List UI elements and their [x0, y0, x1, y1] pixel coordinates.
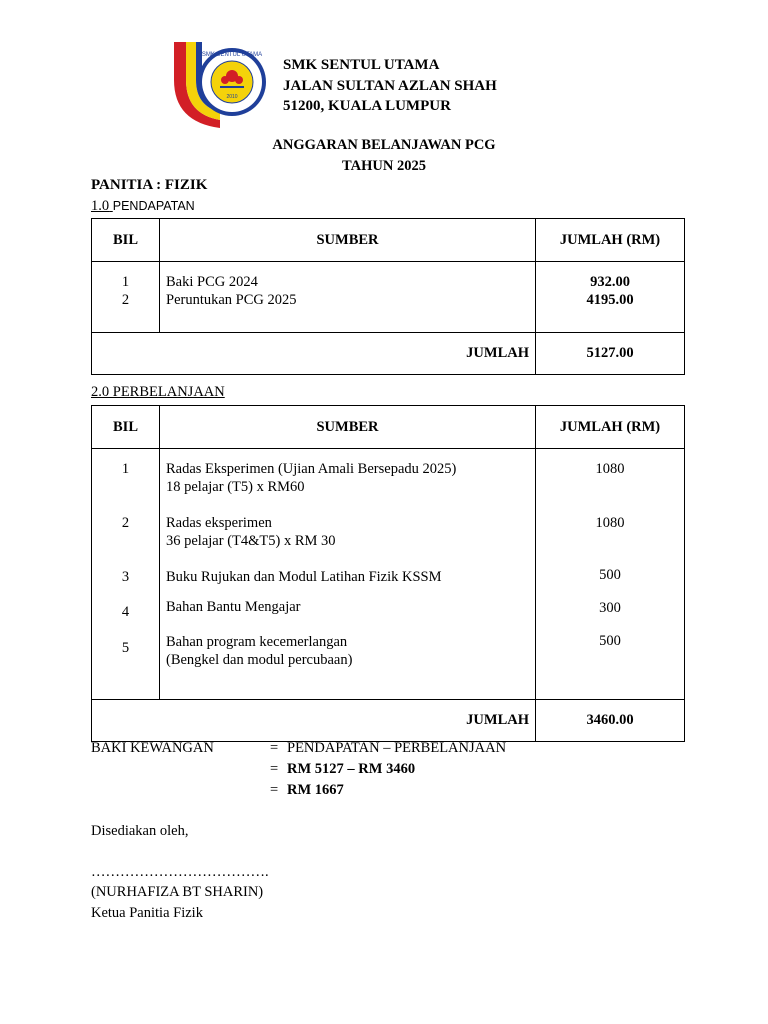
table-header-row — [92, 406, 685, 449]
expense-bil-cell — [92, 449, 160, 700]
section1-heading — [91, 198, 195, 215]
table-header-row — [92, 219, 685, 262]
total-row — [92, 333, 685, 375]
expense-amount-5: 500 — [599, 633, 621, 649]
school-address-line1: JALAN SULTAN AZLAN SHAH — [283, 78, 497, 94]
expense-sumber-cell — [160, 449, 536, 700]
school-crest-icon — [172, 40, 268, 128]
svg-text:SMK SENTUL UTAMA: SMK SENTUL UTAMA — [201, 52, 263, 58]
prepared-by-label: Disediakan oleh, — [91, 823, 189, 839]
bil-3: 3 — [121, 569, 130, 585]
signatory-name: (NURHAFIZA BT SHARIN) — [91, 884, 264, 900]
bil-5: 5 — [121, 640, 130, 656]
expense-item-3-line1: Buku Rujukan dan Modul Latihan Fizik KSSM — [166, 569, 442, 585]
col-sumber: SUMBER — [160, 219, 536, 262]
expense-amount-2: 1080 — [595, 515, 625, 531]
bil-4: 4 — [121, 604, 130, 620]
school-logo — [172, 40, 268, 128]
signature-line: ………………………………. — [91, 864, 269, 880]
income-source-2: Peruntukan PCG 2025 — [166, 292, 297, 308]
svg-text:2010: 2010 — [226, 94, 238, 100]
col-bil: BIL — [92, 219, 160, 262]
expense-item-4-line1: Bahan Bantu Mengajar — [166, 599, 301, 615]
col-jumlah: JUMLAH (RM) — [536, 219, 685, 262]
school-name: SMK SENTUL UTAMA — [283, 57, 440, 73]
col-sumber: SUMBER — [160, 406, 536, 449]
bil-2: 2 — [121, 515, 130, 531]
bil-1: 1 — [121, 274, 130, 290]
expense-total-label: JUMLAH — [92, 700, 536, 742]
income-source-1: Baki PCG 2024 — [166, 274, 258, 290]
col-jumlah: JUMLAH (RM) — [536, 406, 685, 449]
bil-2: 2 — [121, 292, 130, 308]
section1-title: PENDAPATAN — [112, 199, 195, 213]
income-total-label: JUMLAH — [92, 333, 536, 375]
expense-amount-1: 1080 — [595, 461, 625, 477]
expense-item-5-line1: Bahan program kecemerlangan — [166, 634, 348, 650]
section2-heading: 2.0 PERBELANJAAN — [91, 384, 225, 400]
balance-eq-2: = — [270, 761, 279, 777]
expense-item-2-line2: 36 pelajar (T4&T5) x RM 30 — [166, 533, 336, 549]
income-amount-cell — [536, 262, 685, 333]
income-bil-cell — [92, 262, 160, 333]
income-amount-2: 4195.00 — [586, 292, 634, 308]
expense-item-5-line2: (Bengkel dan modul percubaan) — [166, 652, 353, 668]
expense-item-1-line1: Radas Eksperimen (Ujian Amali Bersepadu 2025) — [166, 461, 457, 477]
income-amount-1: 932.00 — [590, 274, 630, 290]
balance-calculation: RM 5127 – RM 3460 — [287, 761, 416, 777]
balance-eq-1: = — [270, 740, 279, 756]
balance-formula: PENDAPATAN – PERBELANJAAN — [287, 740, 507, 756]
col-bil: BIL — [92, 406, 160, 449]
document-title: ANGGARAN BELANJAWAN PCG — [272, 137, 496, 153]
total-row — [92, 700, 685, 742]
school-address-line2: 51200, KUALA LUMPUR — [283, 98, 451, 114]
expense-amount-cell — [536, 449, 685, 700]
income-sumber-cell — [160, 262, 536, 333]
expense-amount-4: 300 — [599, 600, 621, 616]
bil-1: 1 — [121, 461, 130, 477]
expense-body-row — [92, 449, 685, 700]
balance-eq-3: = — [270, 782, 279, 798]
document-year: TAHUN 2025 — [342, 158, 426, 174]
income-table — [91, 218, 685, 375]
expense-item-2-line1: Radas eksperimen — [166, 515, 272, 531]
expense-total-value: 3460.00 — [536, 700, 685, 742]
signatory-role: Ketua Panitia Fizik — [91, 905, 203, 921]
expense-item-1-line2: 18 pelajar (T5) x RM60 — [166, 479, 305, 495]
section1-number: 1.0 — [91, 198, 110, 214]
expense-table — [91, 405, 685, 742]
table-row — [92, 262, 685, 333]
balance-result: RM 1667 — [287, 782, 344, 798]
income-total-value: 5127.00 — [536, 333, 685, 375]
expense-amount-3: 500 — [599, 567, 621, 583]
balance-label: BAKI KEWANGAN — [91, 740, 214, 756]
panitia-label: PANITIA : FIZIK — [91, 177, 208, 193]
